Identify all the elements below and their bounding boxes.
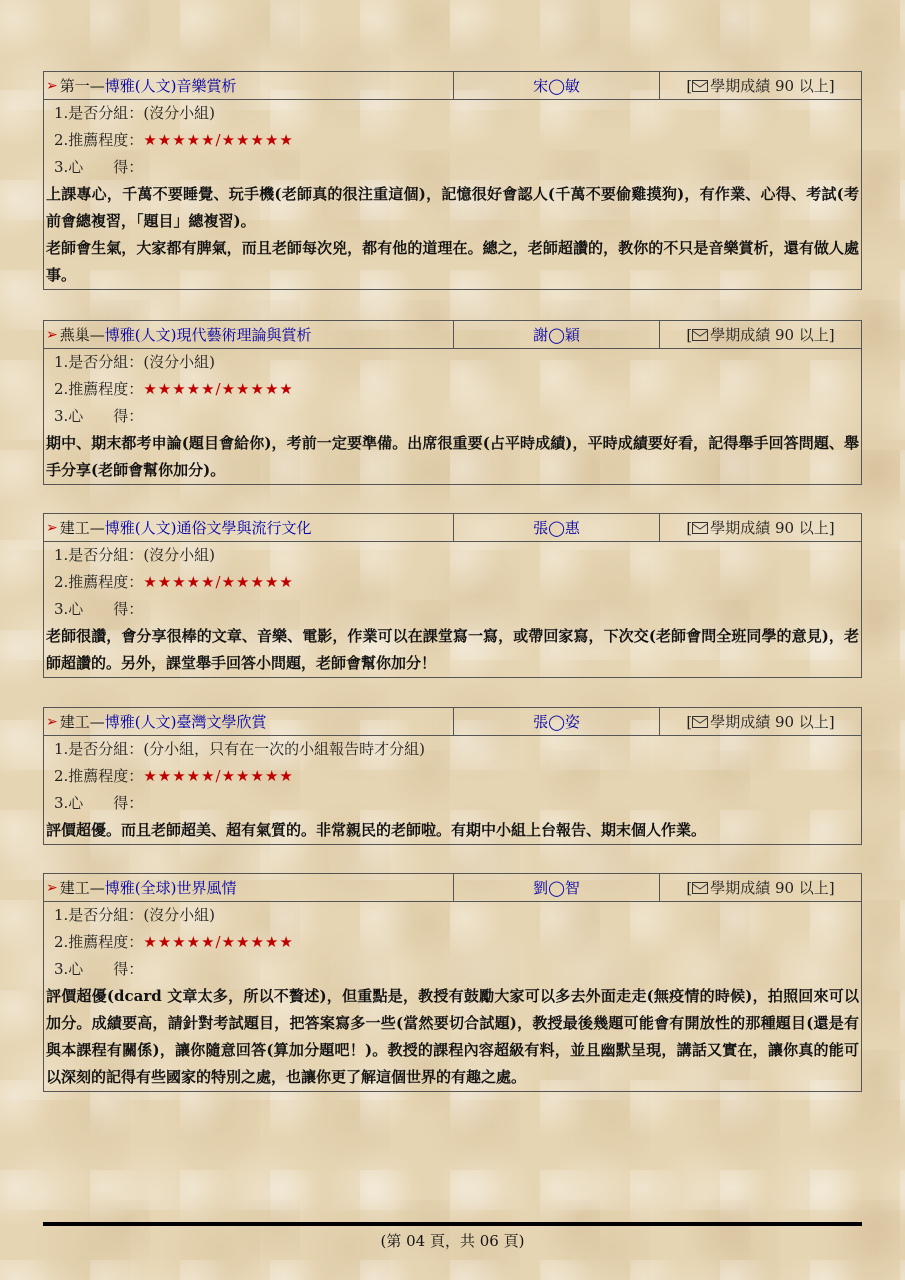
- review-label-row: [44, 154, 861, 181]
- rule-bracket: [: [686, 518, 693, 537]
- review-label: 3.心 得：: [54, 794, 144, 812]
- teacher-name: 謝◯穎: [454, 321, 660, 348]
- review-label: 3.心 得：: [54, 407, 144, 425]
- grouping-row: [44, 100, 861, 127]
- rating-label: 2.推薦程度：: [54, 573, 144, 591]
- course-title-cell: [44, 708, 454, 735]
- rating-stars: ★★★★★/★★★★★: [143, 380, 294, 398]
- campus-label: 建工: [59, 519, 90, 537]
- course-card: [43, 513, 862, 678]
- envelope-icon: [692, 80, 708, 92]
- grade-rule: [660, 708, 861, 735]
- course-card: [43, 71, 862, 290]
- course-name: 博雅(人文)現代藝術理論與賞析: [104, 326, 312, 344]
- teacher-name: 張◯姿: [454, 708, 660, 735]
- page-number: (第 04 頁，共 06 頁): [380, 1232, 525, 1250]
- course-title-cell: [44, 514, 454, 541]
- rule-text: 學期成績 90 以上]: [710, 519, 835, 537]
- teacher-name: 宋◯敏: [454, 72, 660, 99]
- rule-text: 學期成績 90 以上]: [710, 77, 835, 95]
- envelope-icon: [692, 716, 708, 728]
- rating-stars: ★★★★★/★★★★★: [143, 573, 294, 591]
- campus-label: 燕巢: [59, 326, 90, 344]
- rule-text: 學期成績 90 以上]: [710, 879, 835, 897]
- course-name: 博雅(全球)世界風情: [104, 879, 237, 897]
- envelope-icon: [692, 882, 708, 894]
- teacher-name: 劉◯智: [454, 874, 660, 901]
- envelope-icon: [692, 522, 708, 534]
- grouping-row: [44, 349, 861, 376]
- grade-rule: [660, 514, 861, 541]
- rating-label: 2.推薦程度：: [54, 767, 144, 785]
- rating-row: [44, 569, 861, 596]
- footer-rule: [43, 1222, 862, 1226]
- grade-rule: [660, 72, 861, 99]
- rating-row: [44, 763, 861, 790]
- review-text: 老師很讚，會分享很棒的文章、音樂、電影，作業可以在課堂寫一寫，或帶回家寫，下次交(老師會問全班同學的意見)，老師超讚的。另外，課堂舉手回答小問題，老師會幫你加分！: [46, 627, 859, 672]
- rating-label: 2.推薦程度：: [54, 131, 144, 149]
- rule-bracket: [: [686, 878, 693, 897]
- arrow-bullet-icon: ➢: [46, 519, 58, 536]
- review-text: 期中、期末都考申論(題目會給你)，考前一定要準備。出席很重要(占平時成績)，平時成績要好看，記得舉手回答問題、舉手分享(老師會幫你加分)。: [46, 434, 859, 479]
- review-label: 3.心 得：: [54, 600, 144, 618]
- course-title-cell: [44, 321, 454, 348]
- rating-row: [44, 929, 861, 956]
- review-label-row: [44, 403, 861, 430]
- course-title-cell: [44, 874, 454, 901]
- rating-stars: ★★★★★/★★★★★: [143, 933, 294, 951]
- course-card: [43, 707, 862, 845]
- grouping-row: [44, 542, 861, 569]
- course-name: 博雅(人文)臺灣文學欣賞: [104, 713, 267, 731]
- arrow-bullet-icon: ➢: [46, 77, 58, 94]
- rule-bracket: [: [686, 325, 693, 344]
- course-name: 博雅(人文)音樂賞析: [104, 77, 237, 95]
- dash-separator: —: [89, 76, 105, 95]
- rating-row: [44, 376, 861, 403]
- course-title-cell: [44, 72, 454, 99]
- grouping-row: [44, 736, 861, 763]
- rating-stars: ★★★★★/★★★★★: [143, 131, 294, 149]
- dash-separator: —: [89, 325, 105, 344]
- rule-bracket: [: [686, 76, 693, 95]
- teacher-name: 張◯惠: [454, 514, 660, 541]
- review-label: 3.心 得：: [54, 960, 144, 978]
- rating-row: [44, 127, 861, 154]
- rating-label: 2.推薦程度：: [54, 380, 144, 398]
- review-text: 評價超優(dcard 文章太多，所以不贅述)，但重點是，教授有鼓勵大家可以多去外面走走(無疫情的時候)，拍照回來可以加分。成績要高，請針對考試題目，把答案寫多一些(當然要切合試題)，教授最後幾題可能會有開放性的那種題目(還是有與本課程有關係)，讓你隨意回答(算加分題吧！)。教授的課程內容超級有料，並且幽默呈現，講話又實在，讓你真的能可以深刻的記得有些國家的特別之處，也讓你更了解這個世界的有趣之處。: [46, 987, 859, 1086]
- grouping-value: (沒分小組): [143, 546, 216, 564]
- arrow-bullet-icon: ➢: [46, 713, 58, 730]
- campus-label: 第一: [59, 77, 90, 95]
- dash-separator: —: [89, 712, 105, 731]
- arrow-bullet-icon: ➢: [46, 326, 58, 343]
- review-text: 評價超優。而且老師超美、超有氣質的。非常親民的老師啦。有期中小組上台報告、期末個人作業。: [46, 821, 707, 839]
- grade-rule: [660, 874, 861, 901]
- review-label-row: [44, 790, 861, 817]
- grouping-value: (沒分小組): [143, 906, 216, 924]
- campus-label: 建工: [59, 713, 90, 731]
- dash-separator: —: [89, 878, 105, 897]
- grouping-row: [44, 902, 861, 929]
- grouping-label: 1.是否分組：: [54, 353, 144, 371]
- review-label-row: [44, 596, 861, 623]
- course-header: [44, 708, 861, 736]
- arrow-bullet-icon: ➢: [46, 879, 58, 896]
- envelope-icon: [692, 329, 708, 341]
- rule-text: 學期成績 90 以上]: [710, 326, 835, 344]
- review-label: 3.心 得：: [54, 158, 144, 176]
- campus-label: 建工: [59, 879, 90, 897]
- course-name: 博雅(人文)通俗文學與流行文化: [104, 519, 312, 537]
- rating-label: 2.推薦程度：: [54, 933, 144, 951]
- grouping-value: (分小組，只有在一次的小組報告時才分組): [143, 740, 426, 758]
- grouping-value: (沒分小組): [143, 104, 216, 122]
- grouping-label: 1.是否分組：: [54, 906, 144, 924]
- course-card: [43, 320, 862, 485]
- rule-bracket: [: [686, 712, 693, 731]
- course-header: [44, 874, 861, 902]
- grade-rule: [660, 321, 861, 348]
- grouping-label: 1.是否分組：: [54, 740, 144, 758]
- course-header: [44, 514, 861, 542]
- rule-text: 學期成績 90 以上]: [710, 713, 835, 731]
- review-text: 上課專心，千萬不要睡覺、玩手機(老師真的很注重這個)，記憶很好會認人(千萬不要偷雞摸狗)，有作業、心得、考試(考前會總複習，「題目」總複習)。 老師會生氣，大家都有脾氣，而且老師每次兇，都有他的道理在。總之，老師超讚的，教你的不只是音樂賞析，還有做人處事。: [46, 185, 859, 284]
- course-card: [43, 873, 862, 1092]
- course-header: [44, 72, 861, 100]
- dash-separator: —: [89, 518, 105, 537]
- grouping-value: (沒分小組): [143, 353, 216, 371]
- grouping-label: 1.是否分組：: [54, 104, 144, 122]
- rating-stars: ★★★★★/★★★★★: [143, 767, 294, 785]
- grouping-label: 1.是否分組：: [54, 546, 144, 564]
- course-header: [44, 321, 861, 349]
- review-label-row: [44, 956, 861, 983]
